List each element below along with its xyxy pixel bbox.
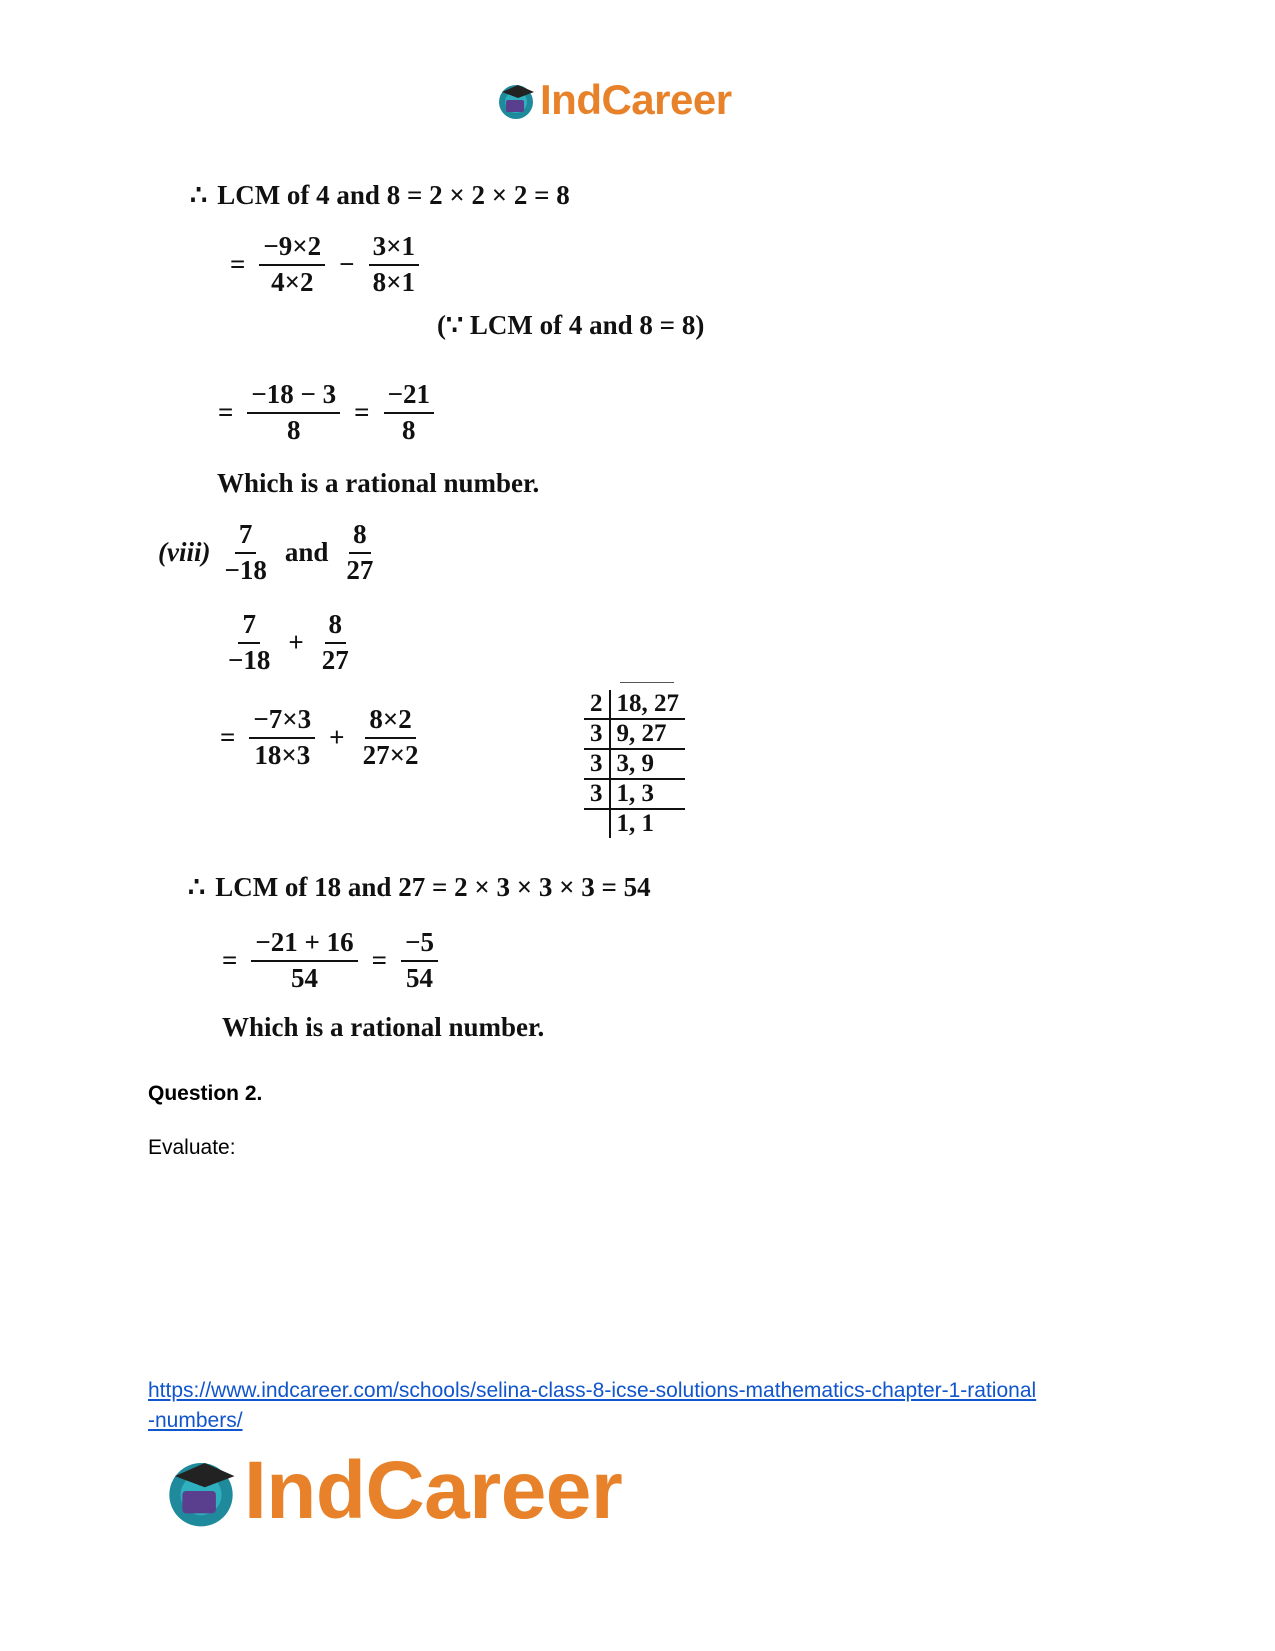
and-text: and — [284, 537, 329, 568]
therefore-symbol: ∴ — [188, 872, 206, 902]
numerator: 3×1 — [369, 232, 419, 266]
url-line-2[interactable]: -numbers/ — [148, 1409, 243, 1432]
denominator: 27×2 — [362, 739, 419, 770]
part-label: (viii) — [158, 537, 211, 568]
divisor: 3 — [584, 719, 610, 749]
header-logo-text: IndCareer — [540, 76, 732, 123]
division-ladder — [584, 690, 685, 838]
divisor — [584, 809, 610, 838]
quotients: 9, 27 — [610, 719, 686, 749]
fraction — [401, 928, 438, 993]
numerator: −21 + 16 — [251, 928, 357, 962]
numerator: −9×2 — [259, 232, 325, 266]
denominator: 8×1 — [372, 266, 415, 297]
equation-step-2: = $\frac{-18 - 3}{8}$ = $\frac{-21}{8}$ — [210, 380, 440, 445]
quotients: 3, 9 — [610, 749, 686, 779]
denominator: 18×3 — [254, 739, 311, 770]
division-table — [584, 690, 685, 838]
ladder-row — [584, 779, 685, 809]
numerator: −18 − 3 — [247, 380, 340, 414]
sum-expression: $\frac{7}{-18}$ + $\frac{8}{27}$ — [218, 610, 359, 675]
numerator: −21 — [384, 380, 434, 414]
question-text: Evaluate: — [148, 1136, 236, 1159]
fraction — [247, 380, 340, 445]
fraction — [259, 232, 325, 297]
ladder-row — [584, 719, 685, 749]
quotients: 18, 27 — [610, 690, 686, 719]
ladder-row — [584, 690, 685, 719]
quotients: 1, 3 — [610, 779, 686, 809]
fraction — [369, 232, 419, 297]
lcm-note: (∵ LCM of 4 and 8 = 8) — [437, 310, 705, 340]
numerator: 8 — [325, 610, 347, 644]
denominator: 4×2 — [271, 266, 314, 297]
lcm-18-27-text: LCM of 18 and 27 = 2 × 3 × 3 × 3 = 54 — [215, 872, 651, 902]
fraction — [224, 610, 274, 675]
rational-statement-1: Which is a rational number. — [217, 468, 540, 498]
lcm-4-8-line — [190, 180, 570, 211]
numerator: 8 — [349, 520, 371, 554]
fraction — [359, 705, 423, 770]
divisor: 3 — [584, 779, 610, 809]
footer-logo — [160, 1444, 622, 1538]
numerator: −5 — [401, 928, 438, 962]
denominator: 8 — [402, 414, 416, 445]
equation-step-1: = $\frac{-9\times 2}{4\times 2}$ − $\frac{3\times 1}{8\times 1}$ — [222, 232, 425, 297]
divisor: 2 — [584, 690, 610, 719]
header-logo — [494, 76, 732, 124]
lcm-18-27-line — [188, 872, 651, 903]
equation-step-4: = $\frac{-21 + 16}{54}$ = $\frac{-5}{54}$ — [214, 928, 444, 993]
footer-logo-text: IndCareer — [244, 1445, 623, 1536]
therefore-symbol: ∴ — [190, 180, 208, 210]
fraction — [249, 705, 315, 770]
fraction — [342, 520, 377, 585]
ladder-row — [584, 809, 685, 838]
numerator: 8×2 — [365, 705, 415, 739]
denominator: 54 — [291, 962, 319, 993]
graduation-globe-icon — [494, 78, 538, 122]
ladder-row — [584, 749, 685, 779]
denominator: 8 — [287, 414, 301, 445]
source-url-link[interactable] — [148, 1376, 1148, 1436]
graduation-globe-icon — [160, 1450, 242, 1532]
quotients: 1, 1 — [616, 810, 654, 837]
ladder-top-rule — [620, 682, 674, 683]
fraction — [384, 380, 434, 445]
url-line-1[interactable]: https://www.indcareer.com/schools/selina-class-8-icse-solutions-mathematics-chapter-1-rational — [148, 1379, 1037, 1402]
fraction — [220, 520, 270, 585]
part-viii-heading — [158, 520, 383, 585]
equation-step-3: = $\frac{-7\times 3}{18\times 3}$ + $\frac{8\times 2}{27\times 2}$ — [212, 705, 428, 770]
rational-statement-2: Which is a rational number. — [222, 1012, 545, 1042]
denominator: −18 — [224, 554, 267, 585]
denominator: −18 — [228, 644, 271, 675]
denominator: 27 — [321, 644, 349, 675]
fraction — [251, 928, 357, 993]
question-title: Question 2. — [148, 1082, 263, 1105]
denominator: 27 — [346, 554, 374, 585]
numerator: 7 — [238, 610, 260, 644]
fraction — [318, 610, 353, 675]
numerator: 7 — [235, 520, 257, 554]
lcm-4-8-text: LCM of 4 and 8 = 2 × 2 × 2 = 8 — [217, 180, 570, 210]
divisor: 3 — [584, 749, 610, 779]
numerator: −7×3 — [249, 705, 315, 739]
denominator: 54 — [406, 962, 433, 993]
